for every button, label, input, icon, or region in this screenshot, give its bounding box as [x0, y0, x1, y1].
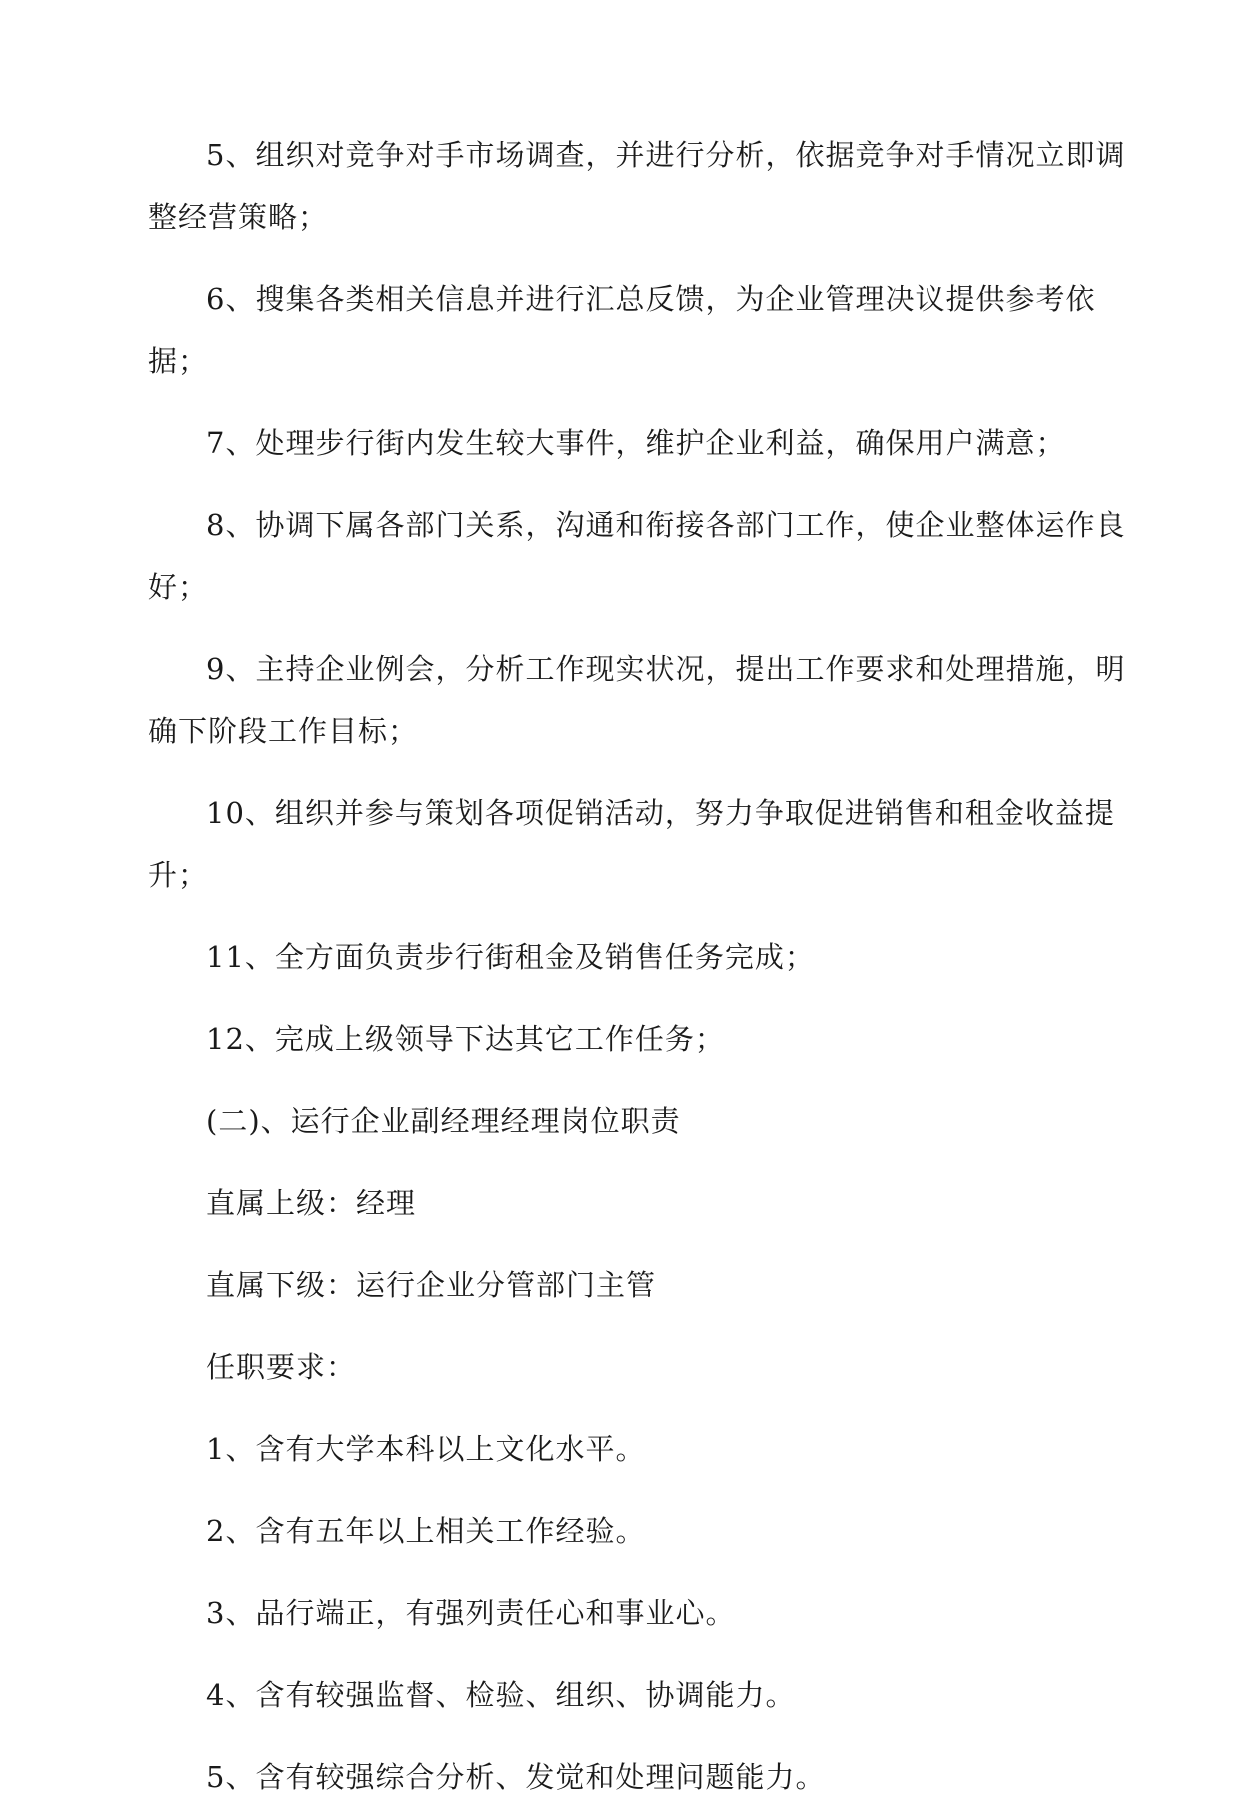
direct-subordinate: 直属下级：运行企业分管部门主管 — [206, 1268, 657, 1302]
paragraph-duty-11: 11、全方面负责步行街租金及销售任务完成； — [206, 940, 815, 974]
direct-superior: 直属上级：经理 — [206, 1186, 417, 1220]
paragraph-duty-8: 8、协调下属各部门关系，沟通和衔接各部门工作，使企业整体运作良好； — [148, 508, 1126, 604]
paragraph-duty-7: 7、处理步行街内发生较大事件，维护企业利益，确保用户满意； — [206, 426, 1066, 460]
paragraph-duty-12: 12、完成上级领导下达其它工作任务； — [206, 1022, 725, 1056]
requirement-1: 1、含有大学本科以上文化水平。 — [206, 1432, 646, 1466]
requirements-heading: 任职要求： — [206, 1350, 357, 1384]
document-body — [148, 124, 1128, 1808]
section-heading: (二)、运行企业副经理经理岗位职责 — [206, 1104, 681, 1138]
paragraph-duty-6: 6、搜集各类相关信息并进行汇总反馈，为企业管理决议提供参考依据； — [148, 282, 1096, 378]
requirement-3: 3、品行端正，有强列责任心和事业心。 — [206, 1596, 736, 1630]
requirement-4: 4、含有较强监督、检验、组织、协调能力。 — [206, 1678, 796, 1712]
requirement-2: 2、含有五年以上相关工作经验。 — [206, 1514, 646, 1548]
requirement-5: 5、含有较强综合分析、发觉和处理问题能力。 — [206, 1760, 826, 1794]
paragraph-duty-10: 10、组织并参与策划各项促销活动，努力争取促进销售和租金收益提升； — [148, 796, 1115, 892]
paragraph-duty-5: 5、组织对竞争对手市场调查，并进行分析，依据竞争对手情况立即调整经营策略； — [148, 138, 1126, 234]
paragraph-duty-9: 9、主持企业例会，分析工作现实状况，提出工作要求和处理措施，明确下阶段工作目标； — [148, 652, 1126, 748]
